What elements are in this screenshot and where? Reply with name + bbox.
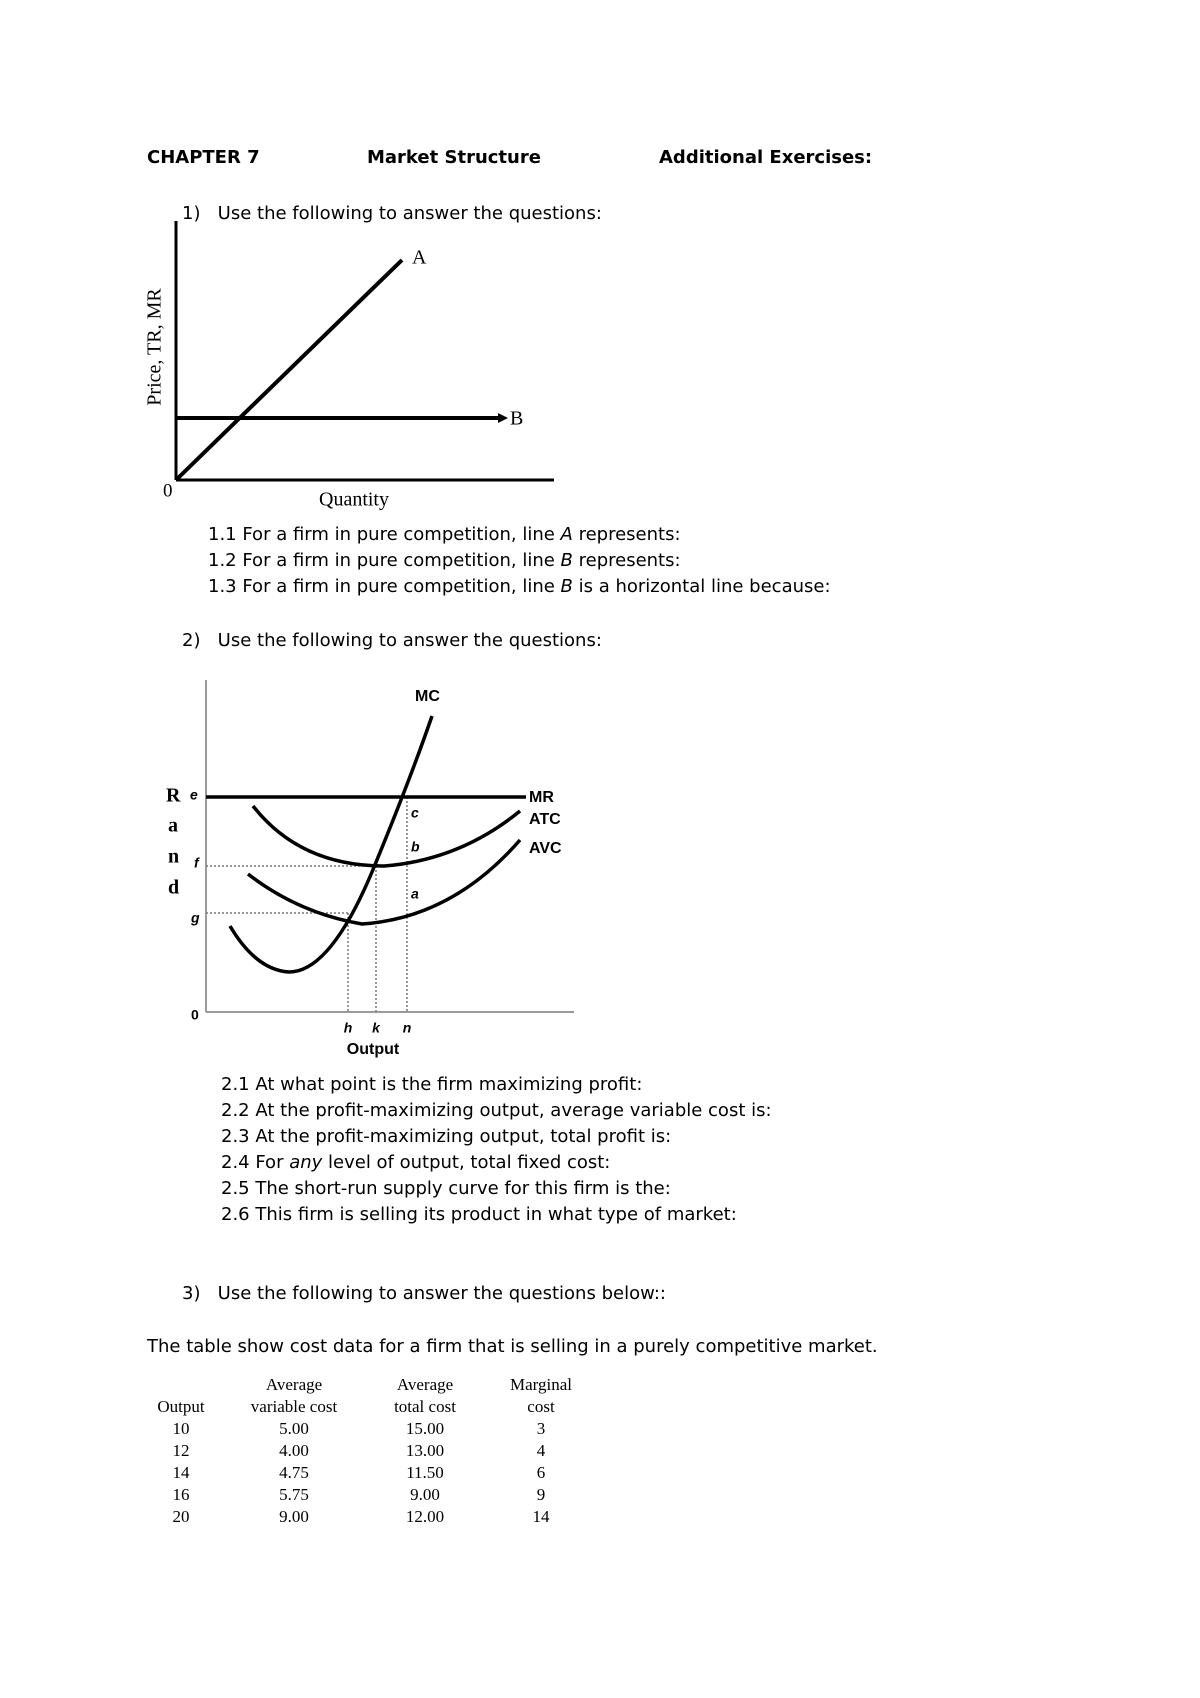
line-b-label: B	[510, 407, 524, 430]
revenue-graph-y-label: Price, TR, MR	[143, 288, 166, 406]
point-c-label: c	[411, 804, 419, 821]
x-tick-k: k	[372, 1019, 380, 1036]
point-a-label: a	[411, 885, 419, 902]
x-tick-h: h	[343, 1019, 353, 1036]
col-header-avc-top: Average	[265, 1375, 323, 1394]
question-2-number: 2)	[182, 630, 201, 651]
question-2-item-3: 2.3 At the profit-maximizing output, total profit is:	[221, 1126, 672, 1147]
y-letter-n: n	[168, 845, 180, 868]
col-header-mc: cost	[527, 1397, 555, 1416]
avc-curve	[248, 840, 520, 924]
y-tick-g: g	[191, 909, 200, 926]
col-header-output: Output	[157, 1397, 205, 1416]
atc-label: ATC	[529, 811, 561, 829]
table-header-row-2	[138, 1396, 596, 1418]
y-letter-r: R	[166, 784, 181, 807]
revenue-graph-origin: 0	[163, 480, 173, 502]
section-heading: Additional Exercises:	[659, 147, 873, 168]
question-1-item-2: 1.2 For a firm in pure competition, line B represents:	[208, 550, 681, 571]
question-1-item-1: 1.1 For a firm in pure competition, line A represents:	[208, 524, 681, 545]
question-2-item-2: 2.2 At the profit-maximizing output, average variable cost is:	[221, 1100, 772, 1121]
line-a-label: A	[412, 246, 427, 269]
avc-label: AVC	[529, 840, 562, 858]
col-header-mc-top: Marginal	[509, 1375, 572, 1394]
col-header-output-top	[138, 1374, 224, 1396]
chapter-heading: CHAPTER 7	[147, 147, 260, 168]
table-row: 10 5.00 15.00 3	[172, 1419, 546, 1438]
y-tick-e: e	[190, 786, 198, 803]
y-tick-f: f	[194, 854, 199, 871]
cost-graph-x-label: Output	[346, 1041, 400, 1059]
question-1-text: Use the following to answer the questions:	[217, 203, 602, 224]
cost-graph-origin: 0	[191, 1006, 199, 1023]
question-2-item-6: 2.6 This firm is selling its product in what type of market:	[221, 1204, 737, 1225]
question-3-number: 3)	[182, 1283, 201, 1304]
cost-data-table	[138, 1374, 596, 1528]
col-header-atc: total cost	[394, 1397, 456, 1416]
question-1-number: 1)	[182, 203, 201, 224]
y-letter-a: a	[168, 814, 178, 837]
question-3-description: The table show cost data for a firm that is selling in a purely competitive market.	[147, 1336, 878, 1357]
question-3-text: Use the following to answer the questions below::	[217, 1283, 666, 1304]
x-tick-n: n	[402, 1019, 412, 1036]
table-row: 12 4.00 13.00 4	[172, 1441, 546, 1460]
question-2-item-4: 2.4 For any level of output, total fixed cost:	[221, 1152, 611, 1173]
question-2-text: Use the following to answer the questions:	[217, 630, 602, 651]
question-1-item-3: 1.3 For a firm in pure competition, line B is a horizontal line because:	[208, 576, 831, 597]
col-header-avc: variable cost	[250, 1397, 338, 1416]
topic-heading: Market Structure	[367, 147, 541, 168]
table-header-row-1	[138, 1374, 596, 1396]
y-letter-d: d	[168, 876, 180, 899]
question-3-prompt	[182, 1283, 666, 1304]
table-row: 20 9.00 12.00 14	[172, 1507, 550, 1526]
mc-label: MC	[415, 688, 440, 706]
mr-label: MR	[529, 789, 554, 807]
table-row: 14 4.75 11.50 6	[172, 1463, 546, 1482]
question-2-item-5: 2.5 The short-run supply curve for this firm is the:	[221, 1178, 671, 1199]
revenue-graph-x-label: Quantity	[319, 488, 389, 511]
mc-curve	[230, 716, 432, 972]
table-row: 16 5.75 9.00 9	[172, 1485, 546, 1504]
point-b-label: b	[411, 838, 420, 855]
col-header-atc-top: Average	[396, 1375, 454, 1394]
question-2-item-1: 2.1 At what point is the firm maximizing profit:	[221, 1074, 643, 1095]
